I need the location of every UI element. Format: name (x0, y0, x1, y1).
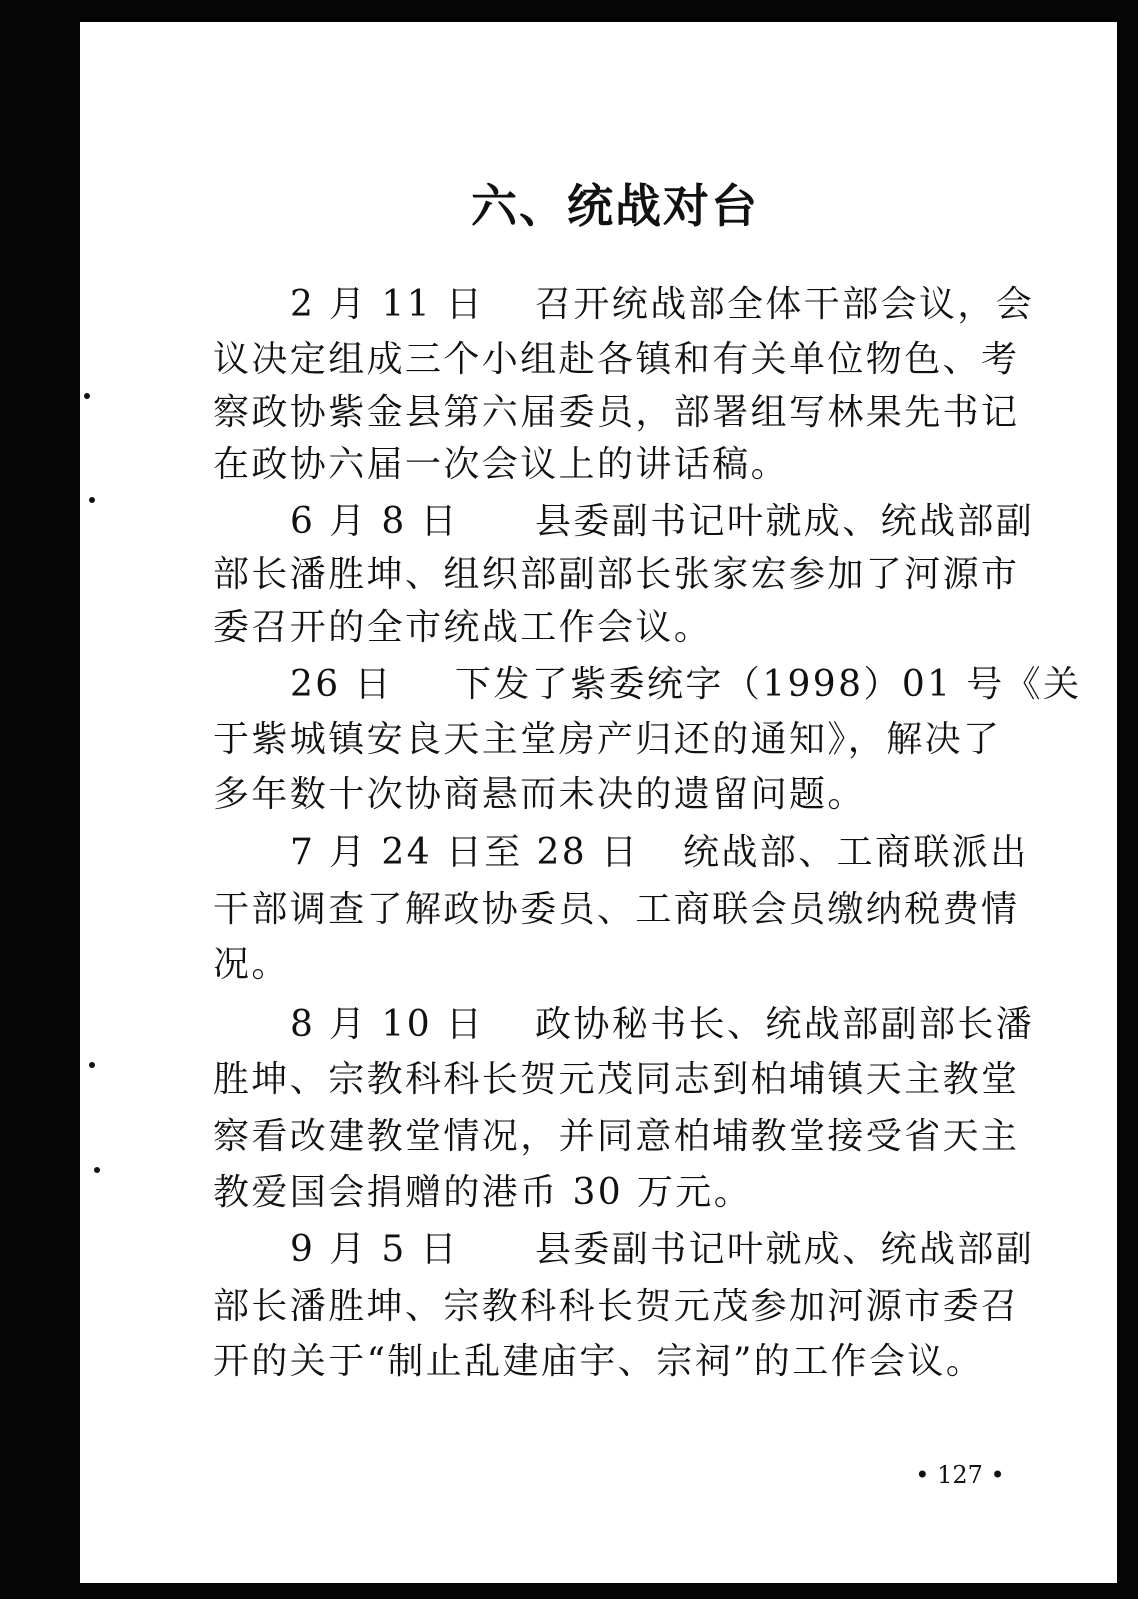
entry-text: 议决定组成三个小组赴各镇和有关单位物色、考 (213, 339, 1020, 380)
section-title: 六、统战对台 (471, 179, 759, 233)
entry-text: 县委副书记叶就成、统战部副 (535, 1229, 1035, 1270)
entry-text: 委召开的全市统战工作会议。 (213, 607, 713, 648)
entry-text: 县委副书记叶就成、统战部副 (535, 501, 1035, 542)
entry-text: 部长潘胜坤、组织部副部长张家宏参加了河源市 (213, 554, 1020, 595)
entry-date: 8 月 10 日 (290, 1004, 485, 1045)
entry-date: 9 月 5 日 (290, 1229, 459, 1270)
entry-text: 开的关于“制止乱建庙宇、宗祠”的工作会议。 (213, 1341, 985, 1382)
entry-text: 统战部、工商联派出 (683, 832, 1029, 873)
entry-text: 况。 (213, 944, 290, 985)
scan-speck (89, 497, 95, 503)
scan-speck (89, 1062, 95, 1068)
entry-date: 26 日 (290, 664, 393, 705)
entry-text: 多年数十次协商悬而未决的遗留问题。 (213, 774, 866, 815)
entry-text: 察看改建教堂情况，并同意柏埔教堂接受省天主 (213, 1116, 1020, 1157)
entry-text: 部长潘胜坤、宗教科科长贺元茂参加河源市委召 (213, 1286, 1020, 1327)
entry-text: 胜坤、宗教科科长贺元茂同志到柏埔镇天主教堂 (213, 1059, 1020, 1100)
scan-border-top (0, 0, 1138, 22)
entry-text: 召开统战部全体干部会议，会 (535, 284, 1035, 325)
entry-text: 教爱国会捐赠的港币 30 万元。 (213, 1172, 753, 1213)
entry-text: 于紫城镇安良天主堂房产归还的通知》，解决了 (213, 719, 1002, 760)
entry-date: 6 月 8 日 (290, 501, 459, 542)
scan-border-left (0, 0, 80, 1599)
entry-date: 7 月 24 日至 28 日 (290, 832, 640, 873)
scan-speck (94, 1167, 100, 1173)
entry-date: 2 月 11 日 (290, 284, 485, 325)
entry-text: 政协秘书长、统战部副部长潘 (535, 1004, 1035, 1045)
scan-border-bottom (0, 1583, 1138, 1599)
entry-text: 下发了紫委统字（1998）01 号《关 (455, 664, 1082, 705)
entry-text: 在政协六届一次会议上的讲话稿。 (213, 444, 790, 485)
scan-speck (84, 393, 90, 399)
scan-border-right (1117, 0, 1138, 1599)
entry-text: 干部调查了解政协委员、工商联会员缴纳税费情 (213, 889, 1020, 930)
page-number: • 127 • (915, 1461, 1005, 1489)
entry-text: 察政协紫金县第六届委员，部署组写林果先书记 (213, 392, 1020, 433)
